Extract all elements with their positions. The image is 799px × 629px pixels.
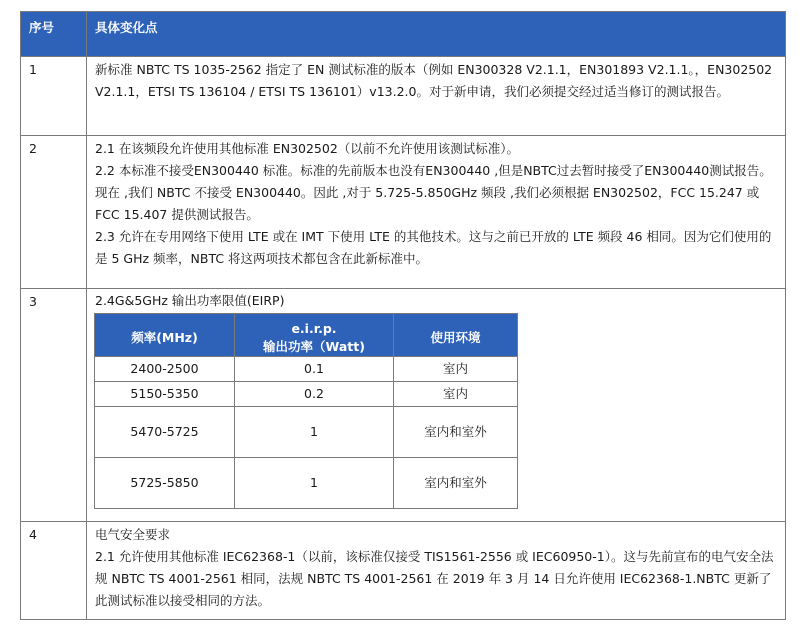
row-description [87, 289, 786, 522]
environment-cell: 室内和室外 [394, 407, 518, 458]
paragraph: 新标准 NBTC TS 1035-2562 指定了 EN 测试标准的版本（例如 EN300328 V2.1.1，EN301893 V2.1.1。，EN302502 V2.1.1，ETSI TS 136104 / ETSI TS 136101）v13.2.0。对于新申请，我们必须提交经过适当修订的测试报告。 [95, 62, 773, 99]
paragraph: 2.1 在该频段允许使用其他标准 EN302502（以前不允许使用该测试标准）。 [95, 141, 520, 156]
row-number: 2 [21, 136, 87, 289]
header-serial-number: 序号 [21, 12, 87, 57]
power-table-row [95, 357, 518, 382]
eirp-cell: 0.2 [235, 382, 394, 407]
table-row [21, 57, 786, 136]
frequency-cell: 5150-5350 [95, 382, 235, 407]
table-row [21, 136, 786, 289]
power-table-row [95, 407, 518, 458]
frequency-cell: 5470-5725 [95, 407, 235, 458]
table-row [21, 522, 786, 620]
paragraph: 2.2 本标准不接受EN300440 标准。标准的先前版本也没有EN300440 ,但是NBTC过去暂时接受了EN300440测试报告。现在 ,我们 NBTC 不接受 EN300440。因此 ,对于 5.725-5.850GHz 频段 ,我们必须根据 EN302502，FCC 15.247 或 FCC 15.407 提供测试报告。 [95, 163, 772, 222]
row-number: 3 [21, 289, 87, 522]
table-header-row [21, 12, 786, 57]
environment-cell: 室内 [394, 382, 518, 407]
environment-cell: 室内 [394, 357, 518, 382]
row-description [87, 57, 786, 136]
paragraph: 2.3 允许在专用网络下使用 LTE 或在 IMT 下使用 LTE 的其他技术。这与之前已开放的 LTE 频段 46 相同。因为它们使用的是 5 GHz 频率，NBTC 将这两项技术都包含在此新标准中。 [95, 229, 772, 266]
environment-cell: 室内和室外 [394, 458, 518, 509]
eirp-cell: 1 [235, 458, 394, 509]
header-eirp-line1: e.i.r.p. [291, 320, 337, 336]
frequency-cell: 5725-5850 [95, 458, 235, 509]
row-description [87, 136, 786, 289]
power-table-row [95, 382, 518, 407]
table-row [21, 289, 786, 522]
row-description [87, 522, 786, 620]
paragraph: 2.1 允许使用其他标准 IEC62368-1（以前，该标准仅接受 TIS1561-2556 或 IEC60950-1）。这与先前宣布的电气安全法规 NBTC TS 4001-2561 相同，法规 NBTC TS 4001-2561 在 2019 年 3 月 14 日允许使用 IEC62368-1.NBTC 更新了此测试标准以接受相同的方法。 [95, 549, 774, 608]
frequency-cell: 2400-2500 [95, 357, 235, 382]
eirp-cell: 1 [235, 407, 394, 458]
power-table-header-row [95, 314, 518, 357]
power-table-row [95, 458, 518, 509]
paragraph-heading: 电气安全要求 [95, 527, 171, 542]
power-limit-table [94, 313, 518, 509]
header-frequency: 频率(MHz) [95, 314, 235, 357]
header-eirp-line2: 输出功率（Watt) [263, 338, 365, 354]
eirp-cell: 0.1 [235, 357, 394, 382]
header-environment: 使用环境 [394, 314, 518, 357]
header-eirp [235, 314, 394, 357]
changes-table [20, 11, 786, 620]
header-change-details: 具体变化点 [87, 12, 786, 57]
row-number: 1 [21, 57, 87, 136]
power-limit-caption: 2.4G&5GHz 输出功率限值(EIRP) [95, 293, 285, 308]
row-number: 4 [21, 522, 87, 620]
